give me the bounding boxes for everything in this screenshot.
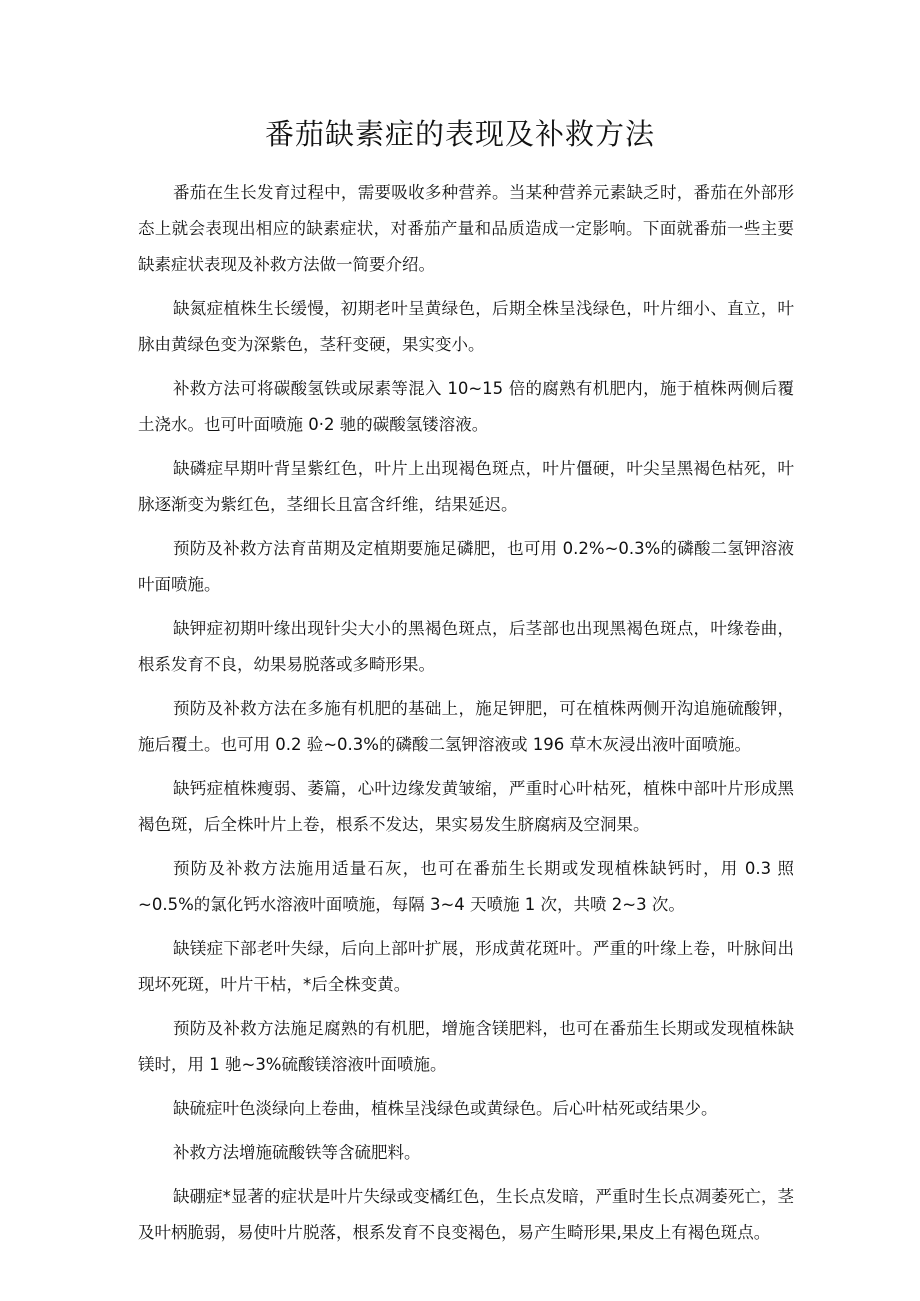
paragraph-magnesium-remedy: 预防及补救方法施足腐熟的有机肥，增施含镁肥料，也可在番茄生长期或发现植株缺镁时，用 1 驰~3%硫酸镁溶液叶面喷施。 xyxy=(138,1019,794,1074)
paragraph-sulfur-remedy: 补救方法增施硫酸铁等含硫肥料。 xyxy=(173,1143,421,1162)
paragraph-sulfur-deficiency: 缺硫症叶色淡绿向上卷曲，植株呈浅绿色或黄绿色。后心叶枯死或结果少。 xyxy=(173,1099,718,1118)
paragraph-potassium-remedy: 预防及补救方法在多施有机肥的基础上，施足钾肥，可在植株两侧开沟追施硫酸钾，施后覆土。也可用 0.2 验~0.3%的磷酸二氢钾溶液或 196 草木灰浸出液叶面喷施。 xyxy=(138,699,794,754)
paragraph-phosphorus-remedy: 预防及补救方法育苗期及定植期要施足磷肥，也可用 0.2%~0.3%的磷酸二氢钾溶液叶面喷施。 xyxy=(138,539,794,594)
paragraph-potassium-deficiency: 缺钾症初期叶缘出现针尖大小的黑褐色斑点，后茎部也出现黑褐色斑点，叶缘卷曲，根系发育不良，幼果易脱落或多畸形果。 xyxy=(138,619,794,674)
paragraph-phosphorus-deficiency: 缺磷症早期叶背呈紫红色，叶片上出现褐色斑点，叶片僵硬，叶尖呈黑褐色枯死，叶脉逐渐变为紫红色，茎细长且富含纤维，结果延迟。 xyxy=(138,459,794,514)
paragraph-boron-deficiency: 缺硼症*显著的症状是叶片失绿或变橘红色，生长点发暗，严重时生长点凋萎死亡，茎及叶柄脆弱，易使叶片脱落，根系发育不良变褐色，易产生畸形果,果皮上有褐色斑点。 xyxy=(138,1187,794,1242)
paragraph-calcium-deficiency: 缺钙症植株瘦弱、萎篇，心叶边缘发黄皱缩，严重时心叶枯死，植株中部叶片形成黑褐色斑，后全株叶片上卷，根系不发达，果实易发生脐腐病及空洞果。 xyxy=(138,779,794,834)
paragraph-magnesium-deficiency: 缺镁症下部老叶失绿，后向上部叶扩展，形成黄花斑叶。严重的叶缘上卷，叶脉间出现坏死斑，叶片干枯，*后全株变黄。 xyxy=(138,939,794,994)
document-title: 番茄缺素症的表现及补救方法 xyxy=(264,117,655,151)
paragraph-nitrogen-remedy: 补救方法可将碳酸氢铁或尿素等混入 10~15 倍的腐熟有机肥内，施于植株两侧后覆土浇水。也可叶面喷施 0·2 驰的碳酸氢镂溶液。 xyxy=(138,379,794,434)
paragraph-intro: 番茄在生长发育过程中，需要吸收多种营养。当某种营养元素缺乏时，番茄在外部形态上就会表现出相应的缺素症状，对番茄产量和品质造成一定影响。下面就番茄一些主要缺素症状表现及补救方法做一简要介绍。 xyxy=(138,183,794,274)
paragraph-calcium-remedy: 预防及补救方法施用适量石灰，也可在番茄生长期或发现植株缺钙时，用 0.3 照~0.5%的氯化钙水溶液叶面喷施，每隔 3~4 天喷施 1 次，共喷 2~3 次。 xyxy=(138,859,794,914)
paragraph-nitrogen-deficiency: 缺氮症植株生长缓慢，初期老叶呈黄绿色，后期全株呈浅绿色，叶片细小、直立，叶脉由黄绿色变为深紫色，茎秆变硬，果实变小。 xyxy=(138,299,794,354)
document-body xyxy=(138,175,794,1259)
